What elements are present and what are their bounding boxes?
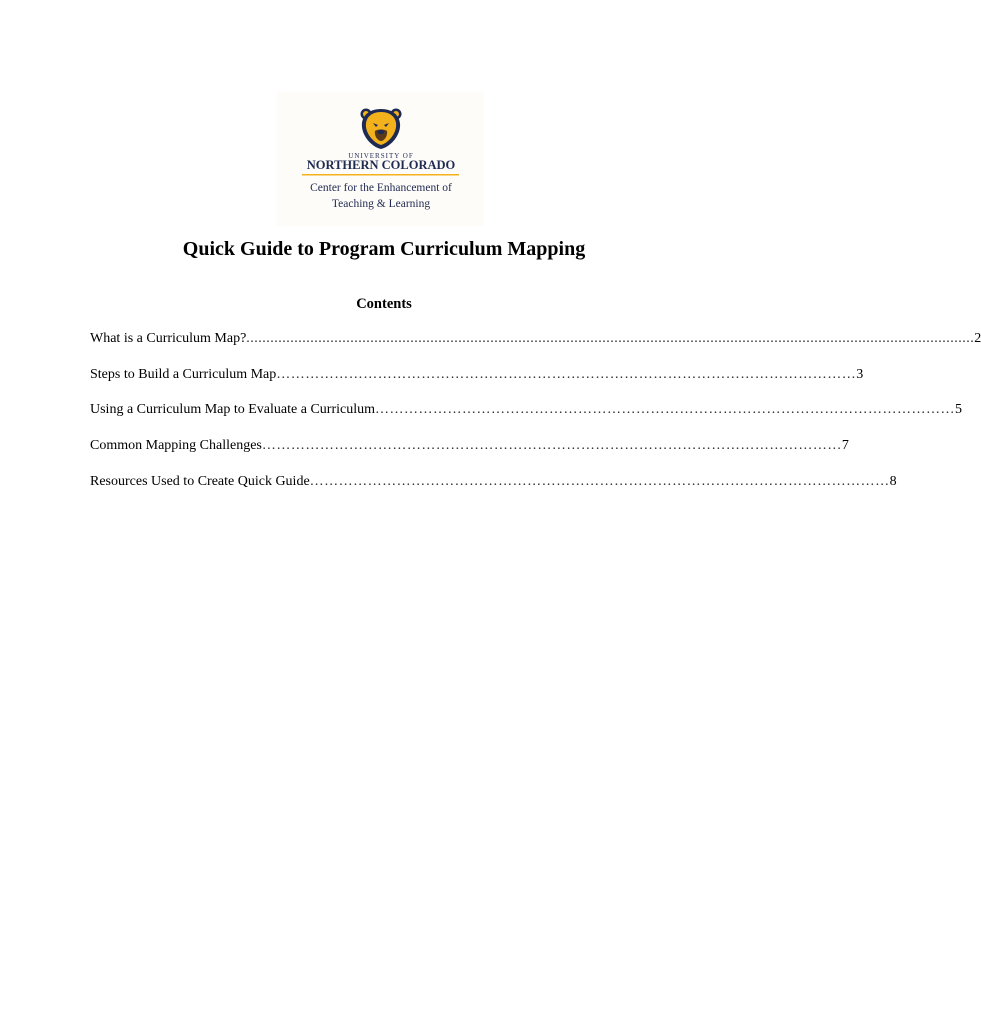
toc-page-number: 3: [856, 366, 864, 382]
logo-graphic: [277, 92, 484, 226]
toc-dot-leader: …………………………………………………………………………………………………………: [276, 366, 857, 382]
toc-page-number: 5: [955, 402, 962, 418]
toc-entry[interactable]: [90, 366, 864, 402]
toc-entry[interactable]: [90, 473, 897, 509]
toc-dot-leader: …………………………………………………………………………………………………………: [309, 473, 890, 489]
toc-entry[interactable]: [90, 330, 981, 366]
toc-dot-leader: ......................................................................................................................................................................................: [246, 331, 975, 346]
logo-center-line: Center for the Enhancement of: [310, 182, 452, 194]
toc-entry-title: Common Mapping Challenges: [90, 438, 262, 454]
toc-page-number: 2: [974, 331, 981, 346]
document-title: Quick Guide to Program Curriculum Mapping: [182, 238, 586, 260]
unc-logo: [277, 92, 484, 226]
logo-divider: [302, 174, 459, 176]
contents-heading: Contents: [356, 296, 412, 312]
logo-teaching-line: Teaching & Learning: [331, 198, 431, 210]
toc-entry-title: Resources Used to Create Quick Guide: [90, 473, 310, 489]
logo-university-of: UNIVERSITY OF: [348, 152, 414, 160]
toc-entry-title: What is a Curriculum Map?: [90, 331, 247, 346]
toc-entry[interactable]: [90, 437, 849, 473]
toc-page-number: 7: [841, 438, 849, 454]
toc-page-number: 8: [889, 473, 897, 489]
logo-northern-colorado: NORTHERN COLORADO: [306, 158, 456, 172]
toc-entry-title: Using a Curriculum Map to Evaluate a Curriculum: [90, 402, 375, 418]
toc-entry-title: Steps to Build a Curriculum Map: [90, 366, 277, 382]
table-of-contents: [90, 330, 981, 508]
toc-entry[interactable]: [90, 401, 962, 437]
bear-head-icon: [361, 109, 402, 150]
toc-dot-leader: …………………………………………………………………………………………………………: [375, 402, 955, 418]
toc-dot-leader: …………………………………………………………………………………………………………: [261, 438, 842, 454]
